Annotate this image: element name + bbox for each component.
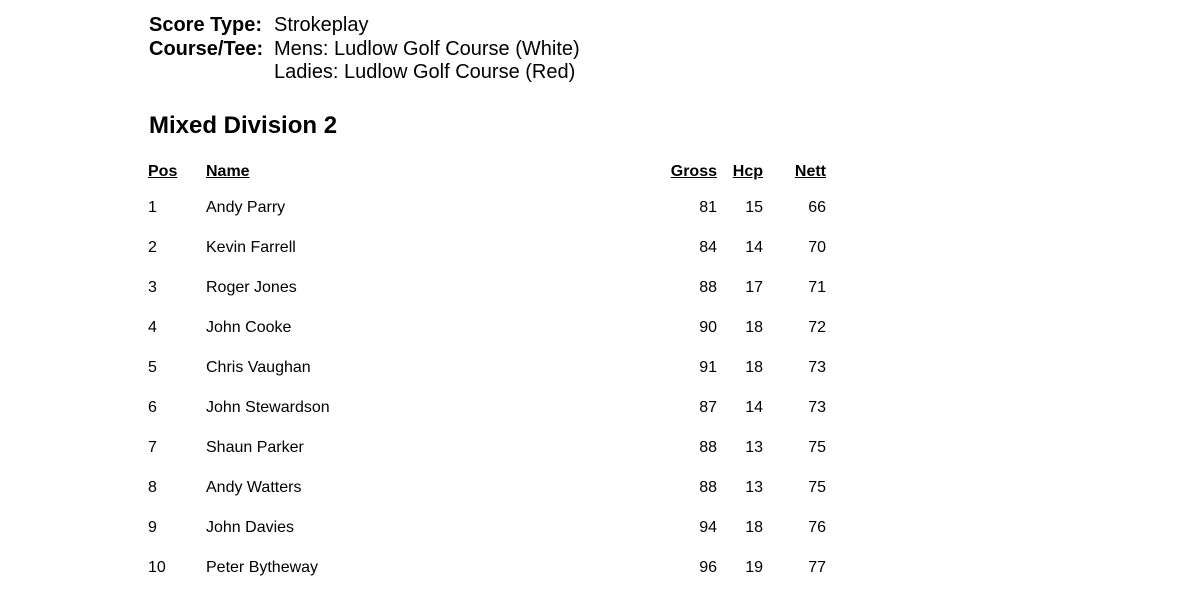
cell-gross: 94	[699, 519, 717, 536]
cell-nett: 72	[808, 319, 826, 336]
score-type-row	[149, 14, 580, 38]
cell-gross: 87	[699, 399, 717, 416]
cell-pos: 7	[148, 439, 157, 456]
cell-nett: 75	[808, 479, 826, 496]
division-title: Mixed Division 2	[149, 112, 338, 139]
cell-name: John Davies	[206, 519, 295, 536]
cell-nett: 70	[808, 239, 826, 256]
course-tee-label: Course/Tee:	[149, 37, 264, 60]
cell-nett: 76	[808, 519, 826, 536]
results-table-header	[0, 160, 1200, 184]
cell-hcp: 19	[745, 559, 763, 576]
cell-name: Andy Watters	[206, 479, 302, 496]
cell-pos: 10	[148, 559, 166, 576]
cell-name: John Stewardson	[206, 399, 330, 416]
cell-gross: 88	[699, 279, 717, 296]
cell-hcp: 18	[745, 319, 763, 336]
header-gross: Gross	[670, 163, 717, 180]
header-name: Name	[206, 163, 250, 180]
competition-details	[149, 14, 580, 85]
cell-name: Andy Parry	[206, 199, 286, 216]
cell-nett: 73	[808, 399, 826, 416]
score-type-label: Score Type:	[149, 14, 262, 36]
cell-nett: 77	[808, 559, 826, 576]
course-tee-mens: Mens: Ludlow Golf Course (White)	[274, 37, 580, 60]
score-type-value: Strokeplay	[274, 14, 369, 36]
cell-name: John Cooke	[206, 319, 292, 336]
cell-gross: 84	[699, 239, 717, 256]
cell-hcp: 13	[745, 479, 763, 496]
cell-nett: 75	[808, 439, 826, 456]
cell-pos: 6	[148, 399, 157, 416]
course-tee-row	[149, 38, 580, 85]
cell-gross: 91	[699, 359, 717, 376]
cell-name: Kevin Farrell	[206, 239, 296, 256]
table-row	[0, 556, 1200, 580]
cell-pos: 3	[148, 279, 157, 296]
cell-hcp: 14	[745, 239, 763, 256]
table-row	[0, 396, 1200, 420]
cell-nett: 66	[808, 199, 826, 216]
table-row	[0, 516, 1200, 540]
cell-nett: 71	[808, 279, 826, 296]
cell-pos: 4	[148, 319, 157, 336]
table-row	[0, 276, 1200, 300]
cell-hcp: 14	[745, 399, 763, 416]
cell-pos: 8	[148, 479, 157, 496]
course-tee-ladies: Ladies: Ludlow Golf Course (Red)	[274, 61, 576, 83]
cell-pos: 5	[148, 359, 157, 376]
header-pos: Pos	[148, 163, 178, 180]
cell-hcp: 18	[745, 519, 763, 536]
cell-name: Peter Bytheway	[206, 559, 319, 576]
table-row	[0, 476, 1200, 500]
cell-name: Shaun Parker	[206, 439, 304, 456]
cell-pos: 9	[148, 519, 157, 536]
cell-hcp: 17	[745, 279, 763, 296]
header-nett: Nett	[794, 163, 826, 180]
cell-gross: 88	[699, 479, 717, 496]
cell-hcp: 15	[745, 199, 763, 216]
cell-gross: 81	[699, 199, 717, 216]
cell-nett: 73	[808, 359, 826, 376]
cell-pos: 2	[148, 239, 157, 256]
cell-name: Roger Jones	[206, 279, 297, 296]
cell-gross: 88	[699, 439, 717, 456]
table-row	[0, 236, 1200, 260]
table-row	[0, 356, 1200, 380]
cell-hcp: 13	[745, 439, 763, 456]
cell-hcp: 18	[745, 359, 763, 376]
cell-gross: 90	[699, 319, 717, 336]
table-row	[0, 316, 1200, 340]
table-row	[0, 436, 1200, 460]
cell-pos: 1	[148, 199, 157, 216]
table-row	[0, 196, 1200, 220]
header-hcp: Hcp	[732, 163, 763, 180]
cell-gross: 96	[699, 559, 717, 576]
cell-name: Chris Vaughan	[206, 359, 311, 376]
